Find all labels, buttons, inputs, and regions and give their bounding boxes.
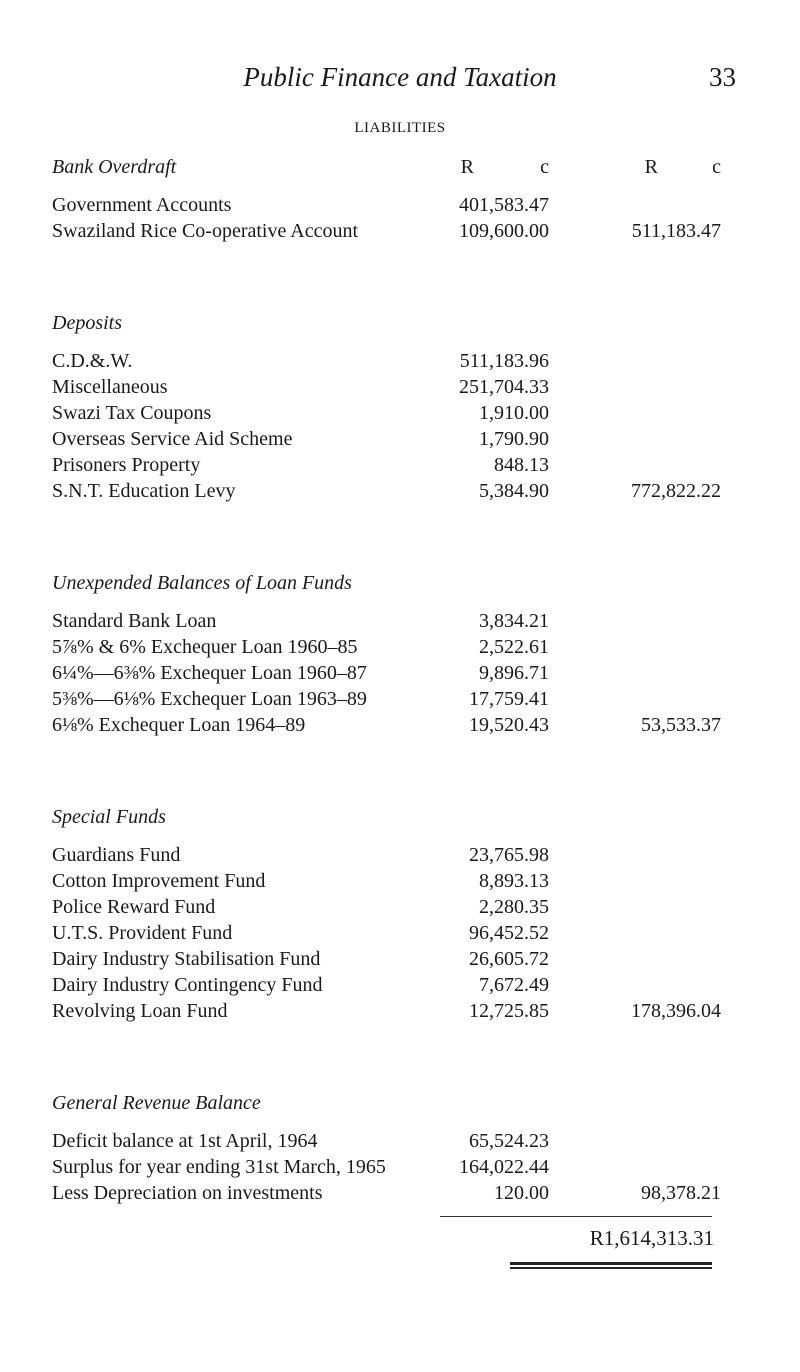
row-amount: 848.13 <box>494 454 549 476</box>
row-amount: 3,834.21 <box>479 610 549 632</box>
ledger-row <box>50 452 750 478</box>
column-header-rand-total: R <box>644 156 658 178</box>
page-number: 33 <box>709 62 736 92</box>
row-amount: 96,452.52 <box>469 922 549 944</box>
row-label: Surplus for year ending 31st March, 1965 <box>52 1156 386 1178</box>
row-amount: 5,384.90 <box>479 480 549 502</box>
row-label: Standard Bank Loan <box>52 610 217 632</box>
ledger-row <box>50 478 750 504</box>
row-label: Less Depreciation on investments <box>52 1182 323 1204</box>
ledger-row <box>50 842 750 868</box>
page-header <box>0 62 800 102</box>
row-total: 178,396.04 <box>631 1000 721 1022</box>
row-label: Revolving Loan Fund <box>52 1000 228 1022</box>
row-label: Deficit balance at 1st April, 1964 <box>52 1130 318 1152</box>
row-label: Police Reward Fund <box>52 896 216 918</box>
row-label: Prisoners Property <box>52 454 201 476</box>
ledger-row <box>50 192 750 218</box>
grand-total-block <box>50 1206 750 1286</box>
double-underline <box>510 1262 712 1265</box>
ledger-row <box>50 998 750 1024</box>
ledger-row <box>50 374 750 400</box>
ledger-row <box>50 972 750 998</box>
ledger-row <box>50 218 750 244</box>
row-label: S.N.T. Education Levy <box>52 480 236 502</box>
ledger-row <box>50 868 750 894</box>
ledger-row <box>50 686 750 712</box>
statement-title: LIABILITIES <box>354 120 446 136</box>
row-label: Swazi Tax Coupons <box>52 402 212 424</box>
row-label: Cotton Improvement Fund <box>52 870 266 892</box>
section-heading <box>50 1088 750 1118</box>
row-total: 511,183.47 <box>631 220 721 242</box>
section-heading-label: General Revenue Balance <box>52 1092 261 1114</box>
row-amount: 1,910.00 <box>479 402 549 424</box>
section-heading-label: Unexpended Balances of Loan Funds <box>52 572 352 594</box>
liabilities-ledger <box>50 152 750 1286</box>
row-amount: 26,605.72 <box>469 948 549 970</box>
row-amount: 9,896.71 <box>479 662 549 684</box>
total-rule <box>440 1216 712 1217</box>
row-amount: 7,672.49 <box>479 974 549 996</box>
row-amount: 120.00 <box>494 1182 549 1204</box>
row-amount: 164,022.44 <box>459 1156 549 1178</box>
row-amount: 23,765.98 <box>469 844 549 866</box>
ledger-row <box>50 608 750 634</box>
ledger-row <box>50 400 750 426</box>
section-heading <box>50 802 750 832</box>
row-label: Government Accounts <box>52 194 232 216</box>
row-label: 6⅛% Exchequer Loan 1964–89 <box>52 714 306 736</box>
row-label: C.D.&.W. <box>52 350 133 372</box>
running-title: Public Finance and Taxation <box>243 62 557 92</box>
row-amount: 8,893.13 <box>479 870 549 892</box>
grand-total: R1,614,313.31 <box>589 1226 714 1250</box>
row-amount: 12,725.85 <box>469 1000 549 1022</box>
column-header-cents-total: c <box>712 156 721 178</box>
row-amount: 65,524.23 <box>469 1130 549 1152</box>
row-amount: 401,583.47 <box>459 194 549 216</box>
ledger-row <box>50 894 750 920</box>
ledger-row <box>50 1180 750 1206</box>
row-label: 5⅜%—6⅛% Exchequer Loan 1963–89 <box>52 688 367 710</box>
row-amount: 2,280.35 <box>479 896 549 918</box>
ledger-row <box>50 348 750 374</box>
row-total: 53,533.37 <box>641 714 721 736</box>
section-heading <box>50 308 750 338</box>
row-amount: 511,183.96 <box>459 350 549 372</box>
row-total: 98,378.21 <box>641 1182 721 1204</box>
column-header-cents: c <box>540 156 549 178</box>
row-label: U.T.S. Provident Fund <box>52 922 233 944</box>
row-label: Dairy Industry Stabilisation Fund <box>52 948 321 970</box>
row-amount: 109,600.00 <box>459 220 549 242</box>
row-total: 772,822.22 <box>631 480 721 502</box>
row-amount: 251,704.33 <box>459 376 549 398</box>
row-amount: 17,759.41 <box>469 688 549 710</box>
ledger-row <box>50 1128 750 1154</box>
ledger-row <box>50 1154 750 1180</box>
section-heading <box>50 152 750 182</box>
ledger-row <box>50 634 750 660</box>
row-amount: 2,522.61 <box>479 636 549 658</box>
row-label: Dairy Industry Contingency Fund <box>52 974 323 996</box>
column-header-rand: R <box>460 156 474 178</box>
section-heading-label: Deposits <box>52 312 122 334</box>
double-underline-lower <box>510 1267 712 1269</box>
row-amount: 1,790.90 <box>479 428 549 450</box>
section-heading <box>50 568 750 598</box>
ledger-row <box>50 712 750 738</box>
row-label: 6¼%—6⅜% Exchequer Loan 1960–87 <box>52 662 367 684</box>
row-amount: 19,520.43 <box>469 714 549 736</box>
row-label: 5⅞% & 6% Exchequer Loan 1960–85 <box>52 636 358 658</box>
row-label: Swaziland Rice Co-operative Account <box>52 220 359 242</box>
row-label: Miscellaneous <box>52 376 168 398</box>
ledger-row <box>50 920 750 946</box>
ledger-row <box>50 426 750 452</box>
row-label: Guardians Fund <box>52 844 181 866</box>
section-heading-label: Bank Overdraft <box>52 156 177 178</box>
section-heading-label: Special Funds <box>52 806 166 828</box>
row-label: Overseas Service Aid Scheme <box>52 428 293 450</box>
ledger-row <box>50 660 750 686</box>
ledger-row <box>50 946 750 972</box>
